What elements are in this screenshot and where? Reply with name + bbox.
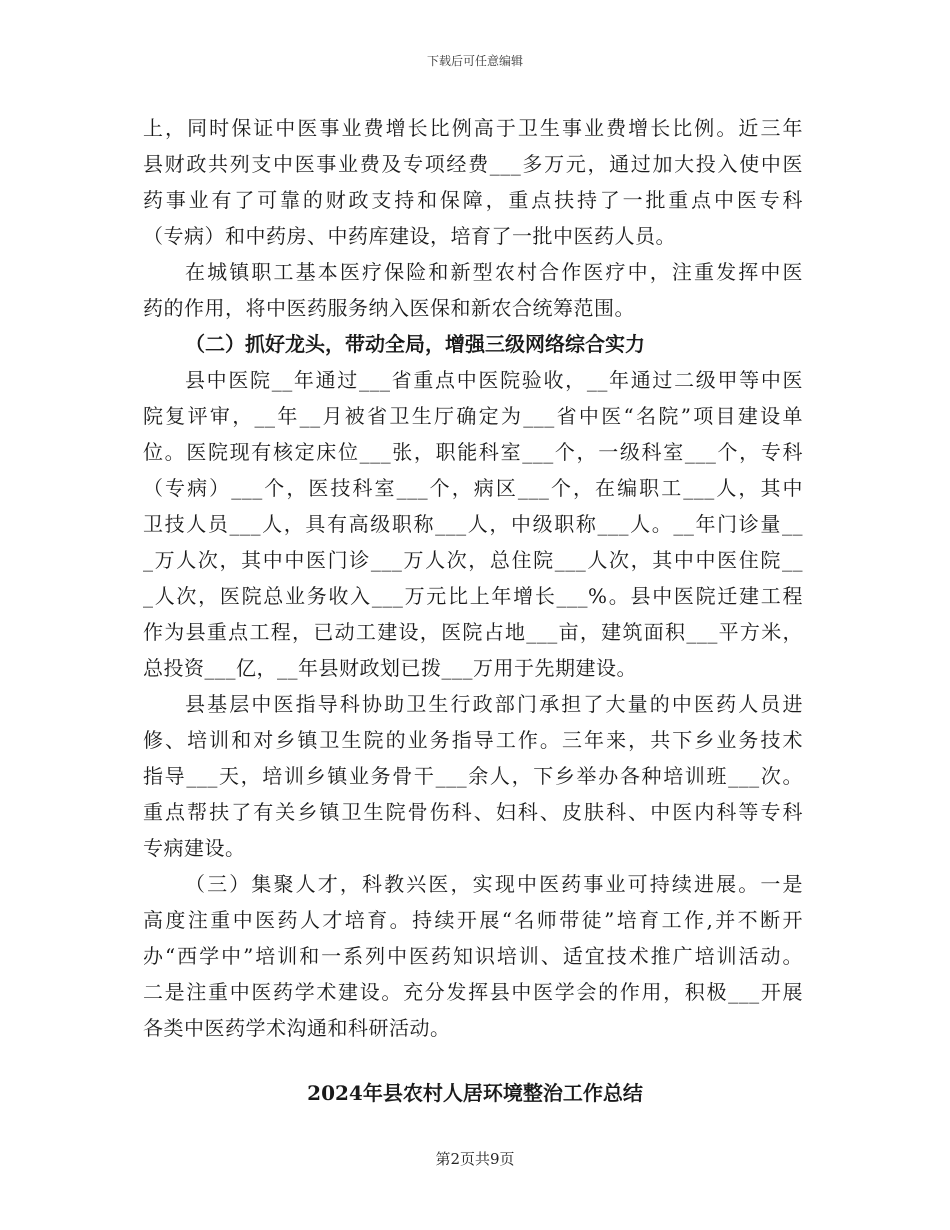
text-line: 办“西学中”培训和一系列中医药知识培训、适宜技术推广培训活动。 xyxy=(143,944,803,968)
text-line: （专病）___个，医技科室___个，病区___个，在编职工___人，其中 xyxy=(143,476,803,500)
paragraph xyxy=(143,110,803,254)
header-note: 下载后可任意编辑 xyxy=(426,54,523,68)
section-title: 2024年县农村人居环境整治工作总结 xyxy=(307,1081,643,1105)
text-line: 县财政共列支中医事业费及专项经费___多万元，通过加大投入使中医 xyxy=(143,152,803,176)
paragraph xyxy=(143,254,803,326)
paragraph xyxy=(143,686,803,866)
text-line: 院复评审，__年__月被省卫生厅确定为___省中医“名院”项目建设单 xyxy=(143,404,803,428)
text-line: 药事业有了可靠的财政支持和保障，重点扶持了一批重点中医专科 xyxy=(143,188,803,212)
text-line: _万人次，其中中医门诊___万人次，总住院___人次，其中中医住院__ xyxy=(143,548,803,572)
text-line: _人次，医院总业务收入___万元比上年增长___%。县中医院迁建工程 xyxy=(143,584,803,608)
text-line: 位。医院现有核定床位___张，职能科室___个，一级科室___个，专科 xyxy=(143,440,803,464)
text-line: 卫技人员___人，具有高级职称___人，中级职称___人。__年门诊量__ xyxy=(143,512,803,536)
text-line: 药的作用，将中医药服务纳入医保和新农合统筹范围。 xyxy=(143,296,635,320)
text-line: 作为县重点工程，已动工建设，医院占地___亩，建筑面积___平方米， xyxy=(143,620,803,644)
text-line: 总投资___亿，__年县财政划已拨___万用于先期建设。 xyxy=(143,656,637,680)
text-line: 县中医院__年通过___省重点中医院验收，__年通过二级甲等中医 xyxy=(185,368,803,392)
paragraph xyxy=(143,866,803,1046)
section-heading: （二）抓好龙头，带动全局，增强三级网络综合实力 xyxy=(185,332,645,356)
text-line: 重点帮扶了有关乡镇卫生院骨伤科、妇科、皮肤科、中医内科等专科 xyxy=(143,800,803,824)
text-line: （专病）和中药房、中药库建设，培育了一批中医药人员。 xyxy=(143,224,676,248)
text-line: 县基层中医指导科协助卫生行政部门承担了大量的中医药人员进 xyxy=(185,692,803,716)
text-line: 上，同时保证中医事业费增长比例高于卫生事业费增长比例。近三年 xyxy=(143,116,803,140)
paragraph xyxy=(143,362,803,686)
page-footer: 第2页共9页 xyxy=(435,1150,515,1168)
text-line: 高度注重中医药人才培育。持续开展“名师带徒”培育工作,并不断开 xyxy=(143,908,803,932)
body-text xyxy=(143,110,803,1046)
text-line: 在城镇职工基本医疗保险和新型农村合作医疗中，注重发挥中医 xyxy=(185,260,803,284)
text-line: 二是注重中医药学术建设。充分发挥县中医学会的作用，积极___开展 xyxy=(143,980,803,1004)
text-line: （三）集聚人才，科教兴医，实现中医药事业可持续进展。一是 xyxy=(185,872,803,896)
text-line: 修、培训和对乡镇卫生院的业务指导工作。三年来，共下乡业务技术 xyxy=(143,728,803,752)
text-line: 各类中医药学术沟通和科研活动。 xyxy=(143,1016,451,1040)
text-line: 指导___天，培训乡镇业务骨干___余人，下乡举办各种培训班___次。 xyxy=(143,764,803,788)
text-line: 专病建设。 xyxy=(143,836,246,860)
